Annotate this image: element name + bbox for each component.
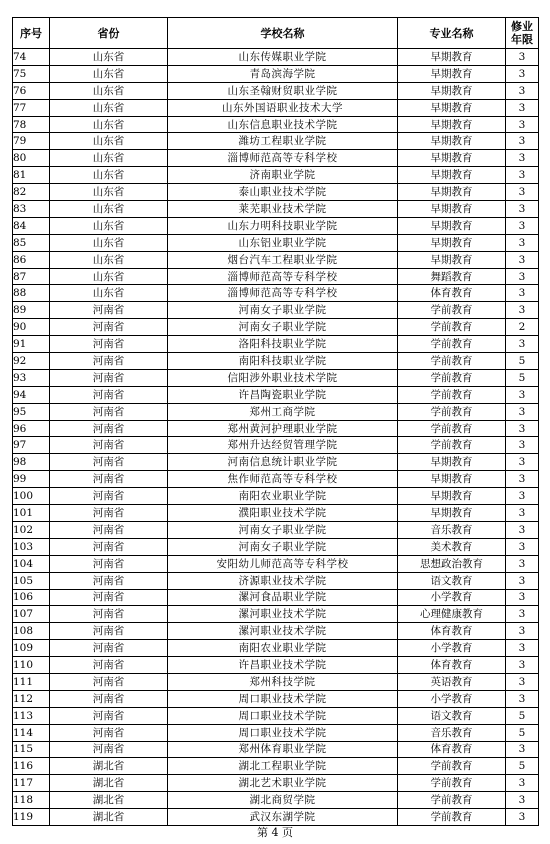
row-years: 3 [506,690,539,707]
row-school: 郑州工商学院 [168,403,398,420]
row-years: 3 [506,302,539,319]
row-school: 河南信息统计职业学院 [168,454,398,471]
row-major: 学前教育 [398,809,506,826]
table-row [13,302,539,319]
table-row [13,336,539,353]
row-no: 86 [13,251,50,268]
row-province: 河南省 [50,319,168,336]
row-no: 116 [13,758,50,775]
row-major: 早期教育 [398,234,506,251]
row-school: 淄博师范高等专科学校 [168,285,398,302]
header-major: 专业名称 [398,18,506,49]
row-school: 濮阳职业技术学院 [168,505,398,522]
row-province: 河南省 [50,572,168,589]
row-province: 河南省 [50,707,168,724]
row-major: 学前教育 [398,302,506,319]
row-province: 湖北省 [50,775,168,792]
table-row [13,319,539,336]
table-row [13,403,539,420]
row-no: 109 [13,640,50,657]
table-row [13,707,539,724]
row-province: 河南省 [50,403,168,420]
row-no: 113 [13,707,50,724]
row-years: 3 [506,336,539,353]
row-years: 3 [506,133,539,150]
row-province: 河南省 [50,488,168,505]
row-no: 107 [13,606,50,623]
row-school: 洛阳科技职业学院 [168,336,398,353]
row-years: 3 [506,217,539,234]
row-years: 3 [506,775,539,792]
row-years: 5 [506,369,539,386]
row-major: 学前教育 [398,386,506,403]
table-row [13,640,539,657]
row-years: 5 [506,724,539,741]
header-years: 修业年限 [506,18,539,49]
row-school: 武汉东湖学院 [168,809,398,826]
row-major: 早期教育 [398,217,506,234]
row-years: 3 [506,809,539,826]
row-no: 97 [13,437,50,454]
table-row [13,657,539,674]
row-province: 河南省 [50,302,168,319]
row-no: 102 [13,521,50,538]
row-major: 语文教育 [398,707,506,724]
row-no: 95 [13,403,50,420]
row-years: 3 [506,741,539,758]
row-school: 山东信息职业技术学院 [168,116,398,133]
table-row [13,572,539,589]
row-years: 3 [506,606,539,623]
row-years: 5 [506,758,539,775]
row-no: 111 [13,673,50,690]
row-no: 88 [13,285,50,302]
row-years: 3 [506,488,539,505]
row-province: 山东省 [50,167,168,184]
row-years: 3 [506,65,539,82]
row-no: 105 [13,572,50,589]
table-row [13,184,539,201]
row-province: 山东省 [50,116,168,133]
row-school: 周口职业技术学院 [168,707,398,724]
row-province: 河南省 [50,454,168,471]
row-years: 3 [506,623,539,640]
table-row [13,589,539,606]
row-school: 莱芜职业技术学院 [168,201,398,218]
table-row [13,133,539,150]
row-no: 101 [13,505,50,522]
table-body [13,49,539,826]
row-no: 106 [13,589,50,606]
row-major: 学前教育 [398,319,506,336]
row-province: 湖北省 [50,758,168,775]
row-school: 潍坊工程职业学院 [168,133,398,150]
row-no: 114 [13,724,50,741]
row-province: 河南省 [50,420,168,437]
row-school: 泰山职业技术学院 [168,184,398,201]
row-major: 早期教育 [398,49,506,66]
row-no: 91 [13,336,50,353]
row-years: 3 [506,521,539,538]
row-province: 山东省 [50,99,168,116]
row-years: 3 [506,420,539,437]
row-province: 河南省 [50,505,168,522]
table-header-row [13,18,539,49]
row-major: 思想政治教育 [398,555,506,572]
table-row [13,741,539,758]
row-school: 烟台汽车工程职业学院 [168,251,398,268]
row-no: 89 [13,302,50,319]
row-province: 河南省 [50,724,168,741]
row-major: 英语教育 [398,673,506,690]
row-years: 3 [506,386,539,403]
row-province: 山东省 [50,285,168,302]
row-province: 河南省 [50,336,168,353]
row-years: 3 [506,184,539,201]
row-school: 山东力明科技职业学院 [168,217,398,234]
table-row [13,437,539,454]
row-school: 济南职业学院 [168,167,398,184]
row-major: 体育教育 [398,741,506,758]
schools-table [12,17,539,826]
row-school: 漯河职业技术学院 [168,606,398,623]
table-row [13,201,539,218]
table-row [13,234,539,251]
table-row [13,488,539,505]
row-school: 青岛滨海学院 [168,65,398,82]
row-school: 济源职业技术学院 [168,572,398,589]
row-major: 学前教育 [398,403,506,420]
table-row [13,606,539,623]
row-major: 早期教育 [398,505,506,522]
table-row [13,251,539,268]
table-row [13,724,539,741]
row-no: 84 [13,217,50,234]
row-province: 山东省 [50,65,168,82]
row-major: 早期教育 [398,488,506,505]
row-years: 3 [506,150,539,167]
row-no: 79 [13,133,50,150]
table-row [13,471,539,488]
row-major: 小学教育 [398,640,506,657]
row-years: 3 [506,234,539,251]
row-years: 3 [506,454,539,471]
table-row [13,758,539,775]
table-row [13,555,539,572]
table-row [13,82,539,99]
row-no: 96 [13,420,50,437]
row-no: 83 [13,201,50,218]
row-major: 早期教育 [398,82,506,99]
row-province: 河南省 [50,471,168,488]
header-no: 序号 [13,18,50,49]
row-years: 3 [506,285,539,302]
row-school: 河南女子职业学院 [168,538,398,555]
row-school: 郑州体育职业学院 [168,741,398,758]
page-number: 第 4 页 [257,826,293,839]
row-no: 117 [13,775,50,792]
row-years: 5 [506,353,539,370]
row-major: 早期教育 [398,251,506,268]
row-province: 山东省 [50,251,168,268]
row-major: 舞蹈教育 [398,268,506,285]
row-major: 早期教育 [398,150,506,167]
row-major: 早期教育 [398,454,506,471]
row-major: 学前教育 [398,437,506,454]
row-no: 99 [13,471,50,488]
row-school: 安阳幼儿师范高等专科学校 [168,555,398,572]
row-school: 南阳农业职业学院 [168,488,398,505]
table-row [13,775,539,792]
row-no: 82 [13,184,50,201]
row-major: 体育教育 [398,657,506,674]
row-province: 河南省 [50,538,168,555]
row-school: 郑州科技学院 [168,673,398,690]
row-school: 周口职业技术学院 [168,690,398,707]
row-school: 漯河食品职业学院 [168,589,398,606]
row-school: 山东传媒职业学院 [168,49,398,66]
row-years: 3 [506,657,539,674]
row-school: 许昌陶瓷职业学院 [168,386,398,403]
table-row [13,167,539,184]
row-province: 河南省 [50,741,168,758]
row-years: 3 [506,167,539,184]
row-no: 115 [13,741,50,758]
row-years: 3 [506,572,539,589]
row-school: 湖北艺术职业学院 [168,775,398,792]
row-years: 3 [506,589,539,606]
table-row [13,673,539,690]
row-no: 112 [13,690,50,707]
row-major: 音乐教育 [398,521,506,538]
row-school: 周口职业技术学院 [168,724,398,741]
row-years: 3 [506,49,539,66]
table-row [13,217,539,234]
row-major: 学前教育 [398,758,506,775]
row-major: 体育教育 [398,623,506,640]
row-province: 山东省 [50,217,168,234]
row-no: 74 [13,49,50,66]
row-school: 南阳农业职业学院 [168,640,398,657]
row-no: 77 [13,99,50,116]
row-school: 河南女子职业学院 [168,302,398,319]
row-no: 87 [13,268,50,285]
row-province: 山东省 [50,234,168,251]
row-province: 河南省 [50,521,168,538]
row-major: 学前教育 [398,353,506,370]
row-years: 3 [506,201,539,218]
table-row [13,521,539,538]
row-province: 河南省 [50,673,168,690]
row-major: 早期教育 [398,65,506,82]
row-major: 学前教育 [398,336,506,353]
row-province: 山东省 [50,184,168,201]
row-major: 学前教育 [398,369,506,386]
row-years: 3 [506,505,539,522]
row-school: 淄博师范高等专科学校 [168,150,398,167]
table-row [13,353,539,370]
row-province: 山东省 [50,268,168,285]
row-school: 河南女子职业学院 [168,521,398,538]
row-years: 3 [506,403,539,420]
row-major: 早期教育 [398,471,506,488]
table-row [13,49,539,66]
table-row [13,538,539,555]
row-no: 110 [13,657,50,674]
row-province: 湖北省 [50,809,168,826]
row-province: 山东省 [50,82,168,99]
row-years: 3 [506,116,539,133]
row-major: 早期教育 [398,201,506,218]
row-province: 河南省 [50,555,168,572]
row-school: 山东圣翰财贸职业学院 [168,82,398,99]
row-province: 河南省 [50,657,168,674]
row-no: 98 [13,454,50,471]
table-row [13,623,539,640]
table-row [13,420,539,437]
row-no: 119 [13,809,50,826]
row-years: 3 [506,555,539,572]
row-school: 淄博师范高等专科学校 [168,268,398,285]
row-years: 3 [506,471,539,488]
row-school: 许昌职业技术学院 [168,657,398,674]
table-row [13,150,539,167]
row-school: 焦作师范高等专科学校 [168,471,398,488]
row-years: 3 [506,99,539,116]
row-years: 3 [506,82,539,99]
row-province: 河南省 [50,589,168,606]
row-major: 学前教育 [398,420,506,437]
row-no: 76 [13,82,50,99]
row-major: 音乐教育 [398,724,506,741]
header-school: 学校名称 [168,18,398,49]
table-row [13,285,539,302]
row-school: 信阳涉外职业技术学院 [168,369,398,386]
table-row [13,99,539,116]
table-row [13,690,539,707]
row-years: 3 [506,251,539,268]
row-province: 河南省 [50,386,168,403]
row-no: 75 [13,65,50,82]
row-years: 3 [506,640,539,657]
row-no: 108 [13,623,50,640]
row-no: 78 [13,116,50,133]
row-years: 3 [506,538,539,555]
row-no: 100 [13,488,50,505]
row-major: 体育教育 [398,285,506,302]
row-major: 早期教育 [398,99,506,116]
row-school: 山东外国语职业技术大学 [168,99,398,116]
header-province: 省份 [50,18,168,49]
row-province: 山东省 [50,49,168,66]
table-row [13,116,539,133]
row-school: 湖北商贸学院 [168,792,398,809]
row-province: 河南省 [50,640,168,657]
row-major: 早期教育 [398,133,506,150]
row-major: 心理健康教育 [398,606,506,623]
table-row [13,386,539,403]
row-province: 河南省 [50,690,168,707]
row-province: 山东省 [50,150,168,167]
row-no: 104 [13,555,50,572]
table-row [13,792,539,809]
row-major: 早期教育 [398,184,506,201]
table-row [13,809,539,826]
row-major: 小学教育 [398,690,506,707]
row-no: 103 [13,538,50,555]
row-province: 河南省 [50,623,168,640]
row-school: 河南女子职业学院 [168,319,398,336]
row-school: 漯河职业技术学院 [168,623,398,640]
table-row [13,505,539,522]
row-years: 3 [506,268,539,285]
row-province: 河南省 [50,606,168,623]
row-major: 早期教育 [398,116,506,133]
row-major: 学前教育 [398,775,506,792]
row-school: 山东铝业职业学院 [168,234,398,251]
row-years: 3 [506,673,539,690]
table-row [13,454,539,471]
table-row [13,369,539,386]
row-province: 湖北省 [50,792,168,809]
row-no: 94 [13,386,50,403]
row-school: 郑州升达经贸管理学院 [168,437,398,454]
row-major: 语文教育 [398,572,506,589]
row-school: 郑州黄河护理职业学院 [168,420,398,437]
row-years: 3 [506,792,539,809]
row-no: 85 [13,234,50,251]
row-no: 90 [13,319,50,336]
row-no: 81 [13,167,50,184]
table-row [13,268,539,285]
row-no: 118 [13,792,50,809]
row-no: 80 [13,150,50,167]
row-school: 南阳科技职业学院 [168,353,398,370]
row-major: 学前教育 [398,792,506,809]
row-major: 美术教育 [398,538,506,555]
row-school: 湖北工程职业学院 [168,758,398,775]
row-no: 92 [13,353,50,370]
row-no: 93 [13,369,50,386]
row-years: 2 [506,319,539,336]
row-province: 河南省 [50,369,168,386]
row-years: 5 [506,707,539,724]
row-province: 山东省 [50,201,168,218]
row-province: 河南省 [50,437,168,454]
row-province: 山东省 [50,133,168,150]
row-major: 小学教育 [398,589,506,606]
row-years: 3 [506,437,539,454]
row-major: 早期教育 [398,167,506,184]
row-province: 河南省 [50,353,168,370]
table-row [13,65,539,82]
